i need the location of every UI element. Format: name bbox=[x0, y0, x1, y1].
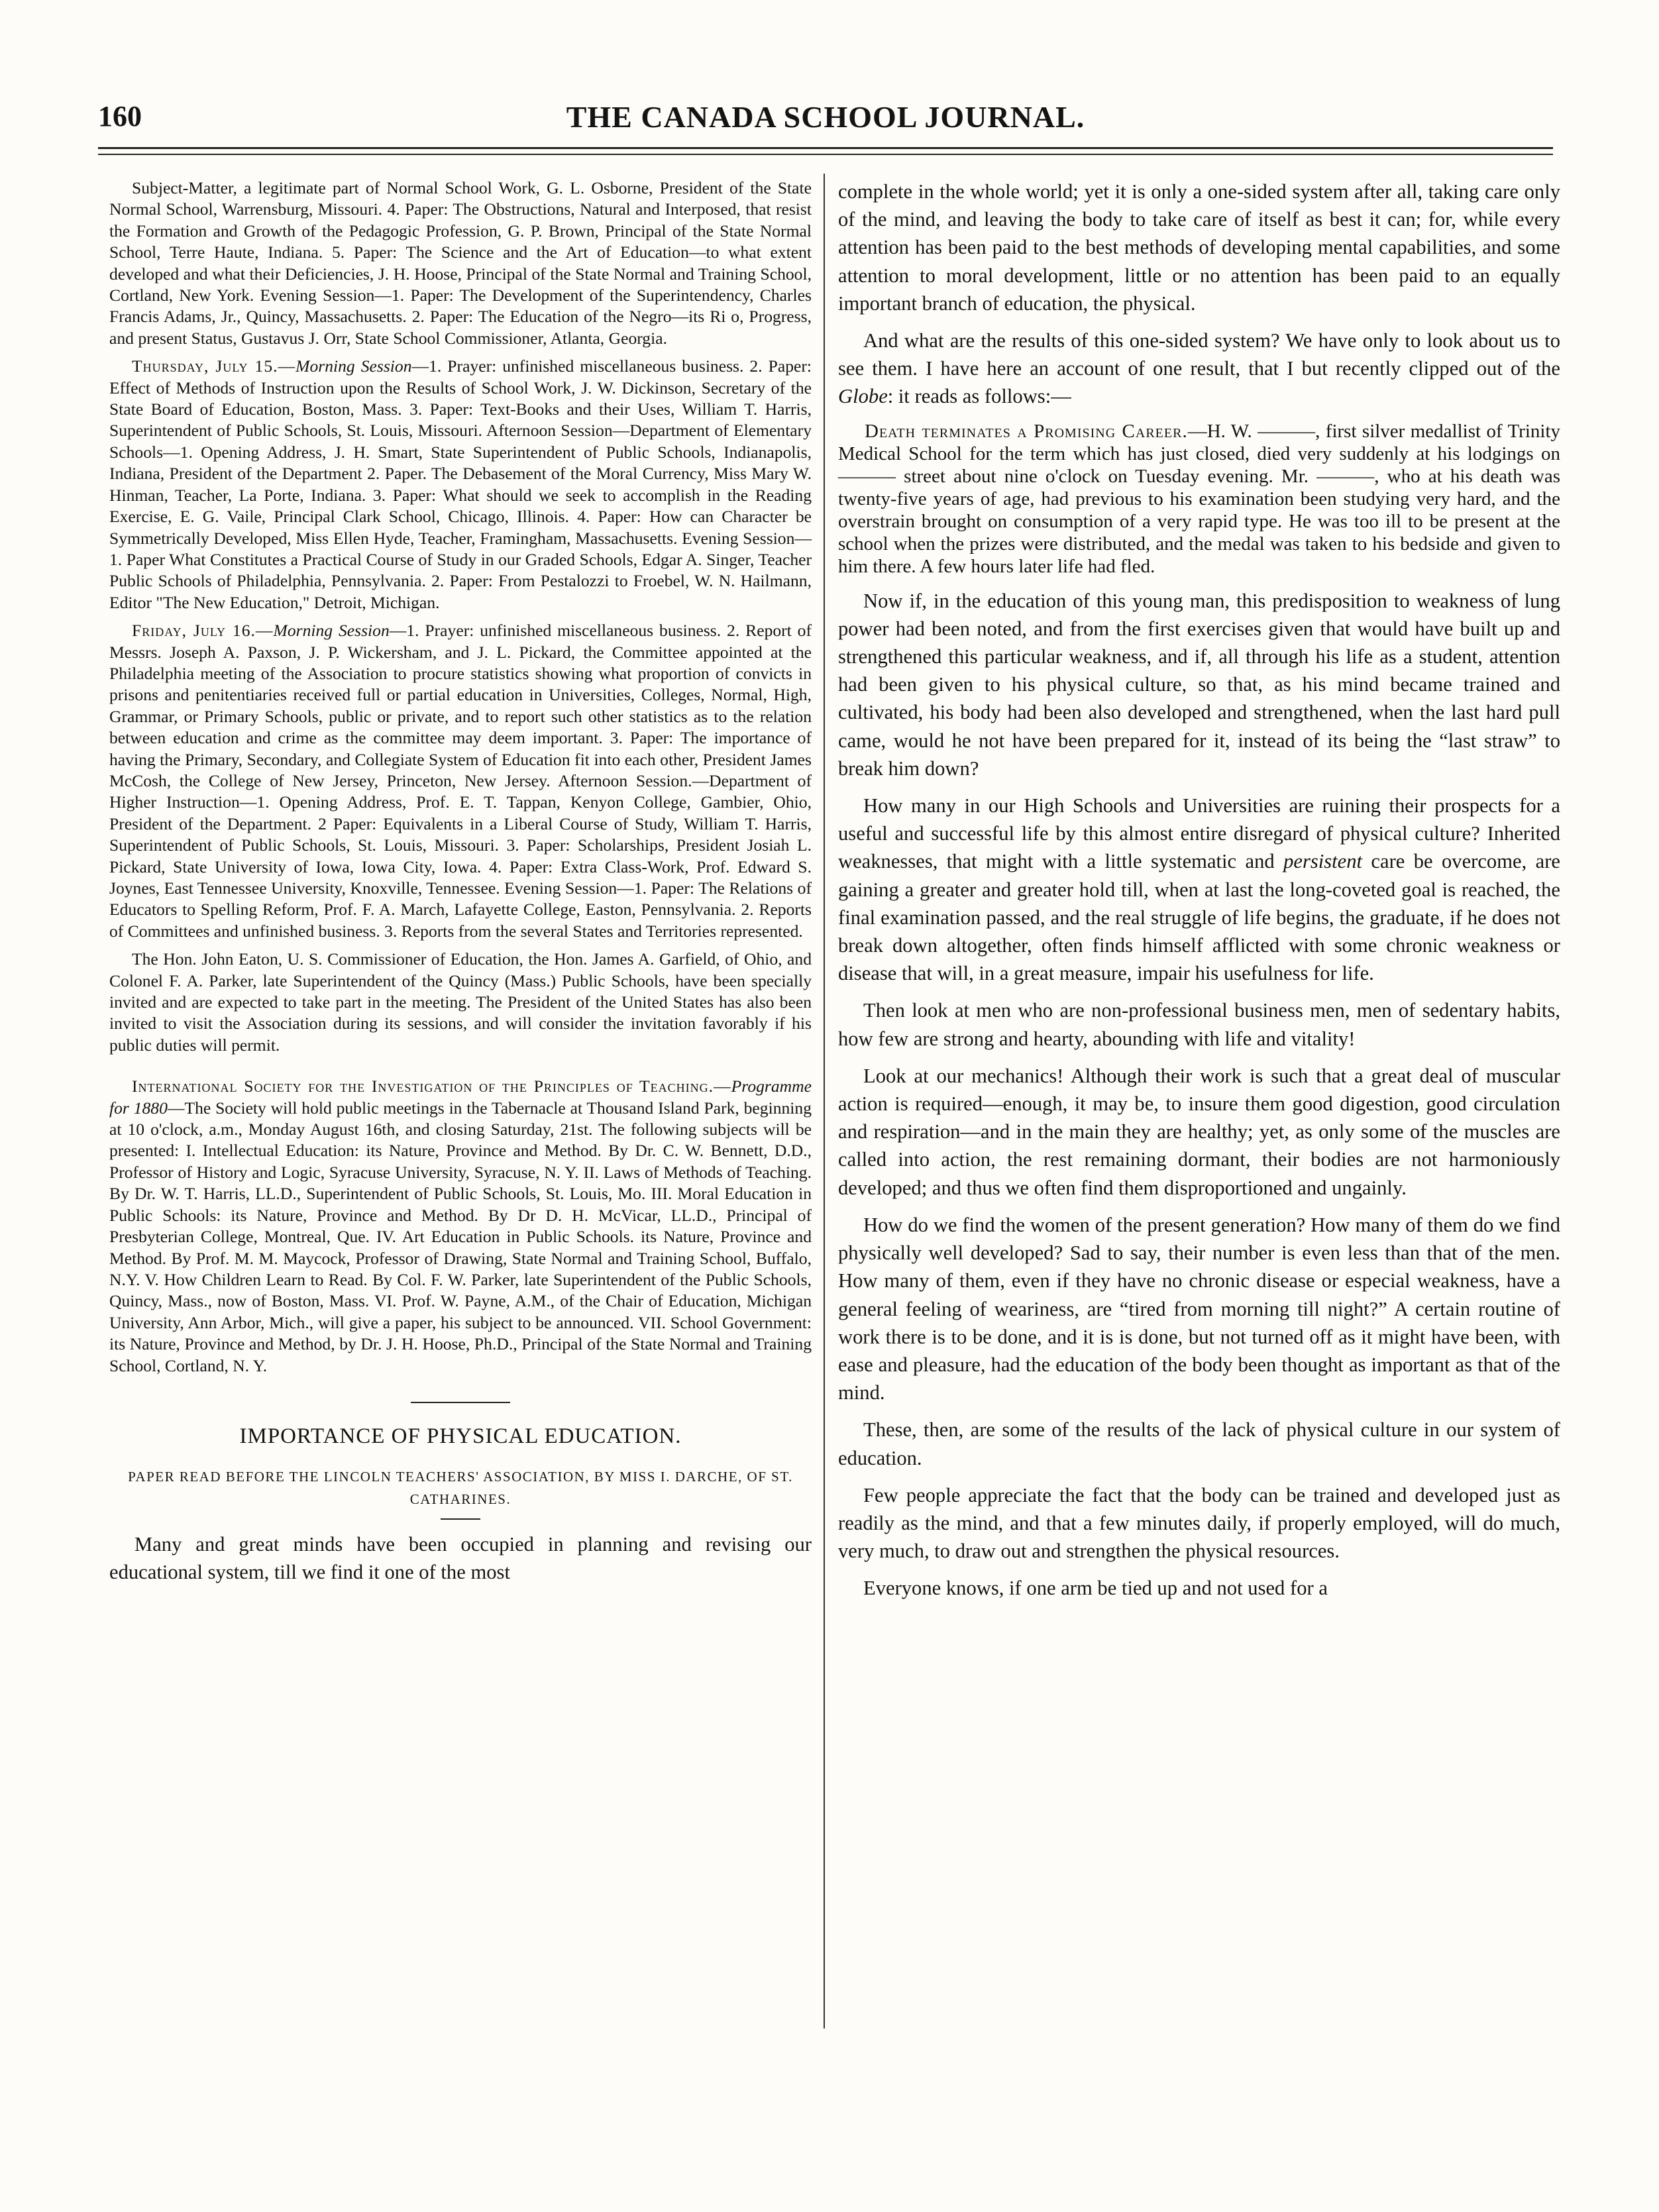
column-divider bbox=[824, 174, 825, 2028]
article-paragraph: Few people appreciate the fact that the body can be trained and developed just as readily as the mind, and that a few minutes daily, if properly employed, will do much, very much, to draw out and strengthen the physical resources. bbox=[838, 1483, 1560, 1563]
article-paragraph: Look at our mechanics! Although their work is such that a great deal of muscular action is required—enough, it may be, to insure them good digestion, good circulation and respiration—and in the main they are healthy; yet, as only some of the muscles are called into action, the rest remaining dormant, their bodies are not harmoniously developed; and thus we often find them disproportioned and ungainly. bbox=[838, 1064, 1560, 1199]
program-text: —1. Prayer: unfinished miscellaneous business. 2. Paper: Effect of Methods of Instruction upon the Results of School Work, J. W. Dickinson, Secretary of the State Board of Education, Boston, Mass. 3. Paper: Text-Books and their Uses, William T. Harris, Superintendent of Public Schools, St. Louis, Missouri. Afternoon Session—Department of Elementary Schools—1. Opening Address, J. H. Smart, State Superintendent of Public Schools, Indianapolis, Indiana, President of the Department 2. Paper. The Debasement of the Moral Currency, Miss Mary W. Hinman, Teacher, La Porte, Indiana. 3. Paper: What should we seek to accomplish in the Reading Exercise, E. G. Vaile, Principal Clark School, Chicago, Illinois. 4. Paper: How can Character be Symmetrically Developed, Miss Ellen Hyde, Teacher, Framingham, Massachusetts. Evening Session—1. Paper What Constitutes a Practical Course of Study in our Graded Schools, Edgar A. Singer, Teacher Public Schools of Philadelphia, Pennsylvania. 2. Paper: From Pestalozzi to Froebel, W. N. Hailmann, Editor "The New Education," Detroit, Michigan. bbox=[109, 356, 812, 612]
paragraph-friday-program bbox=[109, 620, 812, 942]
paragraph-text: : it reads as follows:— bbox=[887, 385, 1071, 408]
right-column bbox=[838, 178, 1560, 1603]
article-paragraph: Everyone knows, if one arm be tied up and not used for a bbox=[863, 1577, 1328, 1600]
paragraph-text: How many in our High Schools and Universities are ruining their prospects for a useful and successful life by this almost entire disregard of physical culture? Inherited weaknesses, that might with a little systematic and bbox=[838, 794, 1560, 873]
section-separator bbox=[411, 1402, 510, 1403]
journal-title: THE CANADA SCHOOL JOURNAL. bbox=[566, 100, 1085, 134]
newspaper-name: Globe bbox=[838, 385, 888, 408]
article-paragraph-opening: Many and great minds have been occupied in planning and revising our educational system, till we find it one of the most bbox=[109, 1533, 812, 1584]
emphasis-word: persistent bbox=[1283, 850, 1363, 873]
paragraph-society-programme bbox=[109, 1076, 812, 1377]
byline-rule bbox=[441, 1518, 480, 1520]
programme-text: —The Society will hold public meetings in the Tabernacle at Thousand Island Park, beginning at 10 o'clock, a.m., Monday August 16th, and closing Saturday, 21st. The following subjects will be presented: I. Intellectual Education: its Nature, Province and Method. By Dr. C. W. Bennett, D.D., Professor of History and Logic, Syracuse University, Syracuse, N. Y. II. Laws of Methods of Teaching. By Dr. W. T. Harris, LL.D., Superintendent of Public Schools, St. Louis, Mo. III. Moral Education in Public Schools: its Nature, Province and Method. By Dr D. H. McVicar, LL.D., Principal of Presbyterian College, Montreal, Que. IV. Art Education in Public Schools. its Nature, Province and Method. By Prof. M. M. Maycock, Professor of Drawing, State Normal and Training School, Buffalo, N.Y. V. How Children Learn to Read. By Col. F. W. Parker, late Superintendent of the Public Schools, Quincy, Mass., now of Boston, Mass. VI. Prof. W. Payne, A.M., of the Chair of Education, Michigan University, Ann Arbor, Mich., will give a paper, his subject to be announced. VII. School Government: its Nature, Province and Method, by Dr. J. H. Hoose, Ph.D., Principal of the State Normal and Training School, Cortland, N. Y. bbox=[109, 1098, 812, 1375]
article-paragraph: Then look at men who are non-professional business men, men of sedentary habits, how few are strong and hearty, abounding with life and vitality! bbox=[838, 999, 1560, 1050]
article-paragraph: complete in the whole world; yet it is only a one-sided system after all, taking care only of the mind, and leaving the body to take care of itself as best it can; for, while every attention has been paid to the best methods of developing mental capabilities, and some attention to moral development, little or no attention has been paid to an equally important branch of education, the physical. bbox=[838, 180, 1560, 315]
quote-text: —H. W. ———, first silver medallist of Trinity Medical School for the term which has just closed, died very suddenly at his lodgings on ——— street about nine o'clock on Tuesday evening. Mr. ———, who at his death was twenty-five years of age, had previous to his examination been studying very hard, and the overstrain brought on consumption of a very rapid type. He was too ill to be present at the school when the prizes were distributed, and the medal was taken to his bedside and given to him there. A few hours later life had fled. bbox=[838, 420, 1561, 577]
programme-label: Programme for 1880 bbox=[109, 1077, 812, 1118]
paragraph-invited-guests: The Hon. John Eaton, U. S. Commissioner of Education, the Hon. James A. Garfield, of Ohio, and Colonel F. A. Parker, late Superintendent of the Quincy (Mass.) Public Schools, have been specially invited and are expected to take part in the meeting. The President of the United States has also been invited to visit the Association during its sessions, and will consider the invitation favorably if his public duties will permit. bbox=[109, 949, 812, 1055]
date-lead: Friday, July 16.— bbox=[132, 621, 274, 641]
paragraph-text: care be overcome, are gaining a greater and greater hold till, when at last the long-coveted goal is reached, the final examination passed, and the real struggle of life begins, the graduate, if he does not break down altogether, often finds himself afflicted with some chronic weakness or disease that will, in a great measure, impair his usefulness for life. bbox=[838, 850, 1560, 985]
program-text: —1. Prayer: unfinished miscellaneous business. 2. Report of Messrs. Joseph A. Paxson, J. P. Wickersham, and J. L. Pickard, the Committee appointed at the Philadelphia meeting of the Association to procure statistics showing what proportion of convicts in prisons and penitentiaries received full or partial education in Universities, Colleges, Normal, High, Grammar, or Primary Schools, public or private, and to report such other statistics as to the relation between education and crime as the committee may deem important. 3. Paper: The importance of having the Primary, Secondary, and Collegiate System of Education fit into each other, President James McCosh, the College of New Jersey, Princeton, New Jersey. Afternoon Session.—Department of Higher Instruction—1. Opening Address, Prof. E. T. Tappan, Kenyon College, Gambier, Ohio, President of the Department. 2 Paper: Equivalents in a Liberal Course of Study, William T. Harris, Superintendent of Public Schools, St. Louis, Missouri. 3. Paper: Scholarships, President Josiah L. Pickard, State University of Iowa, Iowa City, Iowa. 4. Paper: Extra Class-Work, Prof. Edward S. Joynes, East Tennessee University, Knoxville, Tennessee. Evening Session—1. Paper: The Relations of Educators to Spelling Reform, Prof. F. A. March, Lafayette College, Easton, Pennsylvania. 2. Reports of Committees and unfinished business. 3. Reports from the several States and Territories represented. bbox=[109, 621, 812, 941]
article-paragraph: These, then, are some of the results of the lack of physical culture in our system of education. bbox=[838, 1418, 1560, 1469]
date-lead: Thursday, July 15.— bbox=[132, 356, 296, 376]
article-paragraph: Now if, in the education of this young man, this predisposition to weakness of lung power had been noted, and from the first exercises given that would have built up and strengthened this particular weakness, and if, all through his life as a student, attention had been given to his physical culture, so that, as his mind became trained and cultivated, his body had been also developed and strengthened, when the last hard pull came, would he not have been prepared for it, instead of its being the “last straw” to break him down? bbox=[838, 589, 1560, 780]
left-column bbox=[109, 178, 812, 1586]
article-title: IMPORTANCE OF PHYSICAL EDUCATION. bbox=[239, 1424, 682, 1448]
page-number: 160 bbox=[98, 100, 142, 132]
session-label: Morning Session bbox=[273, 621, 390, 641]
paragraph-thursday-program bbox=[109, 356, 812, 613]
page-header bbox=[98, 99, 1553, 139]
header-rule bbox=[98, 147, 1553, 149]
header-rule-thin bbox=[98, 154, 1553, 155]
paragraph-text: And what are the results of this one-sided system? We have only to look about us to see them. I have here an account of one result, that I but recently clipped out of the bbox=[838, 329, 1560, 380]
article-byline: PAPER READ BEFORE THE LINCOLN TEACHERS' ASSOCIATION, BY MISS I. DARCHE, OF ST. CATHARINES. bbox=[128, 1469, 793, 1508]
article-paragraph bbox=[838, 792, 1560, 987]
session-label: Morning Session bbox=[295, 356, 412, 376]
article-paragraph: How do we find the women of the present generation? How many of them do we find physically well developed? Sad to say, their number is even less than that of the men. How many of them, even if they have no chronic disease or especial weakness, have a general feeling of weariness, are “tired from morning till night?” A certain routine of work there is to be done, and it is is done, but not turned off as it might have been, with ease and pleasure, had the education of the body been thought as important as that of the mind. bbox=[838, 1213, 1560, 1404]
paragraph-program-continued: Subject-Matter, a legitimate part of Normal School Work, G. L. Osborne, President of the State Normal School, Warrensburg, Missouri. 4. Paper: The Obstructions, Natural and Interposed, that resist the Formation and Growth of the Pedagogic Profession, G. P. Brown, Principal of the State Normal School, Terre Haute, Indiana. 5. Paper: The Science and the Art of Education—to what extent developed and what their Deficiencies, J. H. Hoose, Principal of the State Normal and Training School, Cortland, New York. Evening Session—1. Paper: The Development of the Superintendency, Charles Francis Adams, Jr., Quincy, Massachusetts. 2. Paper: The Education of the Negro—its Ri o, Progress, and present Status, Gustavus J. Orr, State School Commissioner, Atlanta, Georgia. bbox=[109, 178, 812, 348]
society-lead: International Society for the Investigation of the Principles of Teaching.— bbox=[132, 1077, 731, 1096]
quoted-news-item bbox=[838, 420, 1560, 578]
quote-headline: Death terminates a Promising Career. bbox=[865, 420, 1188, 442]
article-paragraph bbox=[838, 327, 1560, 411]
